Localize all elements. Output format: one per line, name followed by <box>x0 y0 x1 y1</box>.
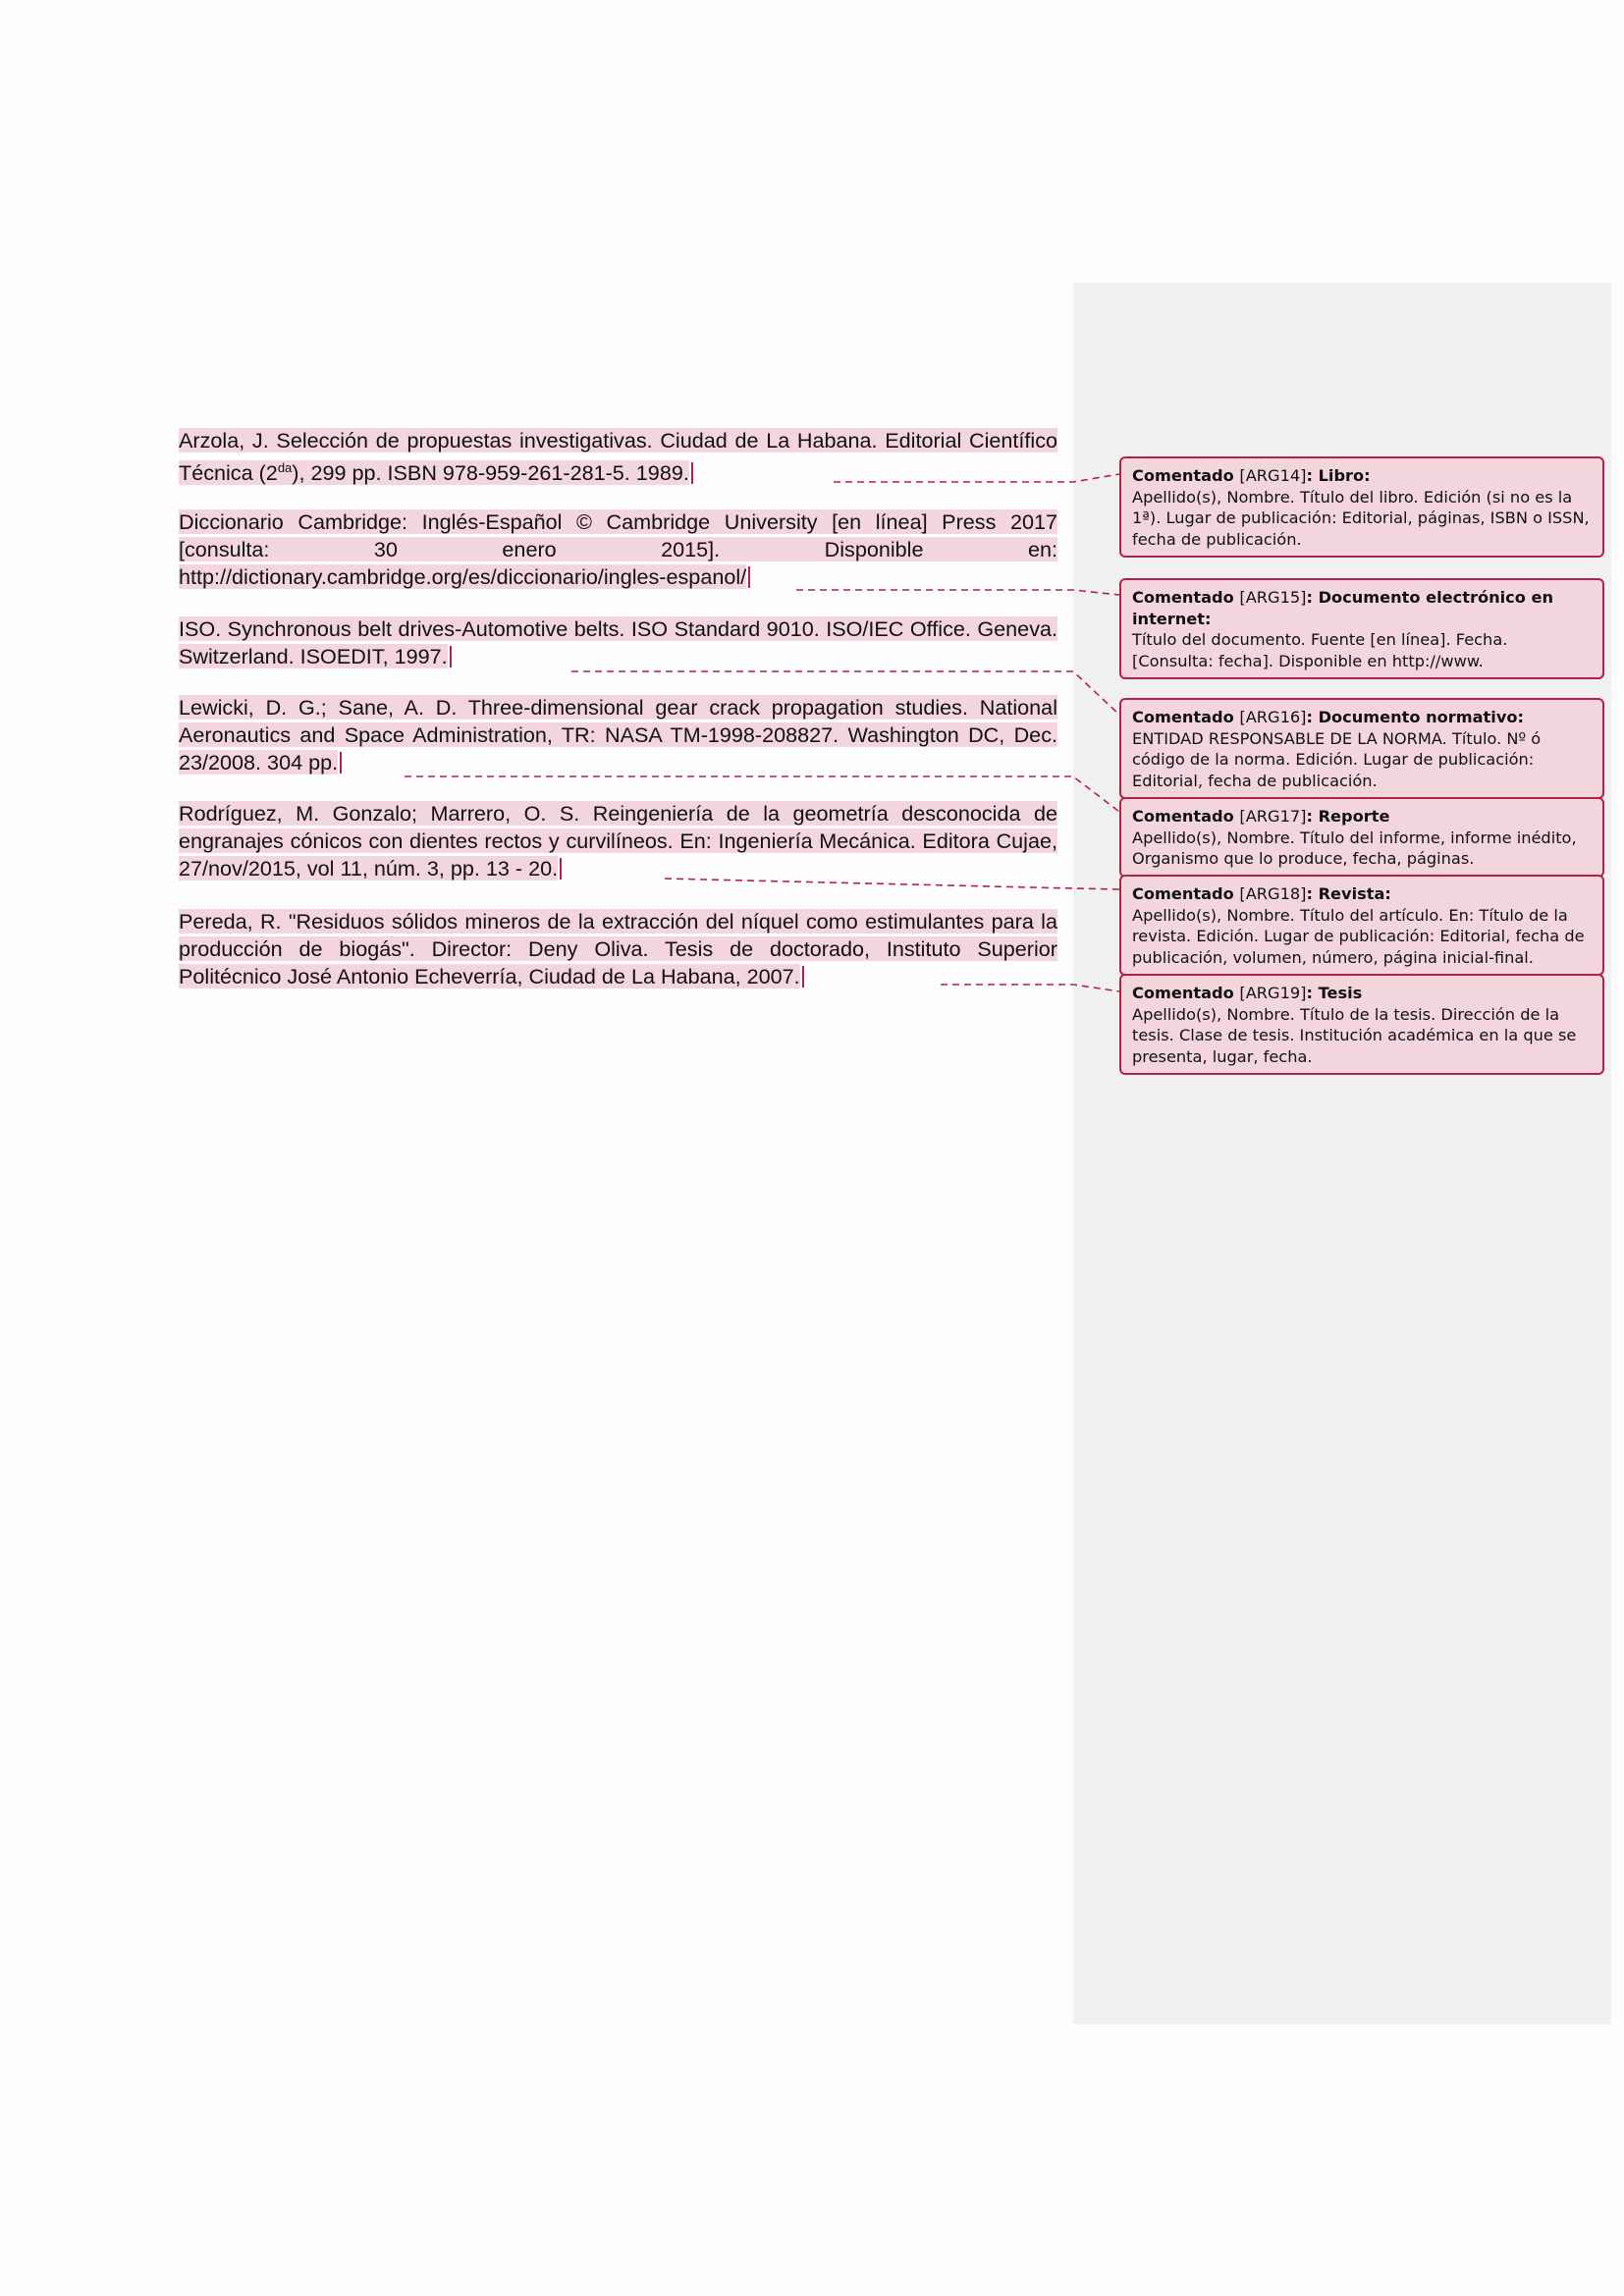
comment-anchor[interactable] <box>802 966 804 988</box>
comment-body: Apellido(s), Nombre. Título del artículo. En: Título de la revista. Edición. Lugar de publicación: Editorial, fecha de publicación, volumen, número, página inicial-final. <box>1132 905 1585 967</box>
comment-balloon-tesis[interactable] <box>1119 974 1604 1075</box>
reference-text: Pereda, R. "Residuos sólidos mineros de la extracción del níquel como estimulantes para la producción de biogás". Director: Deny Oliva. Tesis de doctorado, Instituto Superior Politécnico José Antonio Echeverría, Ciudad de La Habana, 2007. <box>179 909 1057 988</box>
comment-body: Apellido(s), Nombre. Título del informe, informe inédito, Organismo que lo produce, fecha, páginas. <box>1132 828 1577 869</box>
reference-text: Diccionario Cambridge: Inglés-Español © Cambridge University [en línea] Press 2017 [consulta: 30 enero 2015]. Disponible en: http://dictionary.cambridge.org/es/diccionario/ingles-espanol/ <box>179 509 1057 589</box>
comment-anchor[interactable] <box>340 752 342 774</box>
comment-balloon-documento-normativo[interactable] <box>1119 698 1604 799</box>
reference-entry-arzola <box>179 427 1057 487</box>
comment-heading: Comentado [ARG16]: Documento normativo: <box>1132 708 1524 726</box>
comment-anchor[interactable] <box>560 858 562 880</box>
reference-entry-lewicki <box>179 694 1057 775</box>
comment-body: ENTIDAD RESPONSABLE DE LA NORMA. Título. Nº ó código de la norma. Edición. Lugar de publicación: Editorial, fecha de publicación. <box>1132 728 1542 790</box>
reference-text: ISO. Synchronous belt drives-Automotive belts. ISO Standard 9010. ISO/IEC Office. Geneva. Switzerland. ISOEDIT, 1997. <box>179 616 1057 668</box>
comment-heading: Comentado [ARG14]: Libro: <box>1132 466 1371 485</box>
reference-entry-pereda <box>179 908 1057 989</box>
comment-heading: Comentado [ARG19]: Tesis <box>1132 984 1363 1002</box>
comment-balloon-libro[interactable] <box>1119 456 1604 558</box>
comment-body: Apellido(s), Nombre. Título del libro. Edición (si no es la 1ª). Lugar de publicación: Editorial, páginas, ISBN o ISSN, fecha de publicación. <box>1132 487 1590 549</box>
reference-text: Lewicki, D. G.; Sane, A. D. Three-dimensional gear crack propagation studies. National Aeronautics and Space Administration, TR: NASA TM-1998-208827. Washington DC, Dec. 23/2008. 304 pp. <box>179 695 1057 774</box>
comment-anchor[interactable] <box>748 566 750 588</box>
comment-heading: Comentado [ARG18]: Revista: <box>1132 884 1391 903</box>
comment-heading: Comentado [ARG15]: Documento electrónico en internet: <box>1132 588 1554 628</box>
comment-balloon-reporte[interactable] <box>1119 797 1604 878</box>
connector-arg15 <box>796 590 1119 595</box>
comment-body: Título del documento. Fuente [en línea]. Fecha. [Consulta: fecha]. Disponible en http://www. <box>1132 630 1508 670</box>
reference-entry-iso <box>179 615 1057 670</box>
comment-anchor[interactable] <box>691 462 693 484</box>
reference-entry-cambridge <box>179 508 1057 590</box>
reference-text: Arzola, J. Selección de propuestas investigativas. Ciudad de La Habana. Editorial Científico Técnica $(2^{da})$, 299 pp. ISBN 978-959-261-281-5. 1989. <box>179 428 1057 485</box>
comment-anchor[interactable] <box>450 646 452 667</box>
reference-entry-rodriguez <box>179 800 1057 881</box>
comment-body: Apellido(s), Nombre. Título de la tesis. Dirección de la tesis. Clase de tesis. Institución académica en la que se presenta, lugar, fecha. <box>1132 1004 1577 1066</box>
comment-balloon-revista[interactable] <box>1119 875 1604 976</box>
comment-balloon-documento-electronico[interactable] <box>1119 578 1604 679</box>
comment-heading: Comentado [ARG17]: Reporte <box>1132 807 1390 826</box>
reference-text: Rodríguez, M. Gonzalo; Marrero, O. S. Reingeniería de la geometría desconocida de engranajes cónicos con dientes rectos y curvilíneos. En: Ingeniería Mecánica. Editora Cujae, 27/nov/2015, vol 11, núm. 3, pp. 13 - 20. <box>179 801 1057 881</box>
